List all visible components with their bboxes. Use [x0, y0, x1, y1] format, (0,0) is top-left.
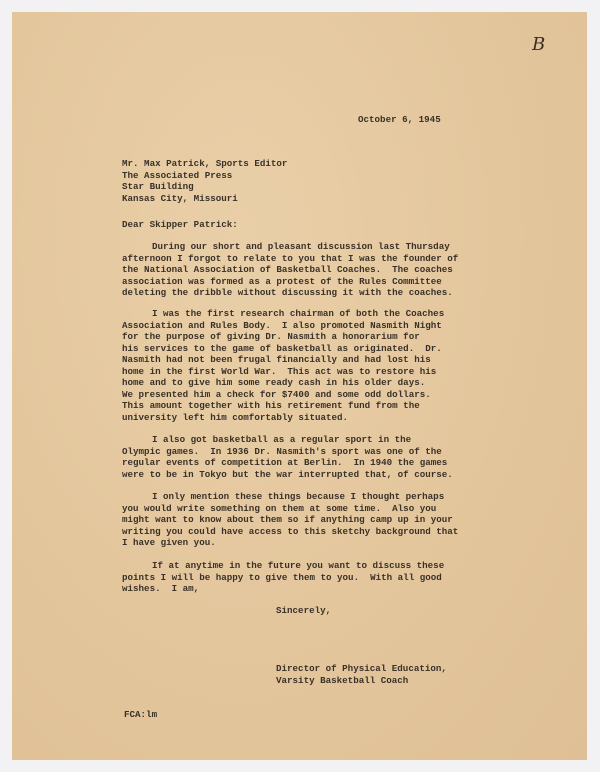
address-line: The Associated Press [122, 169, 233, 181]
handwritten-mark: B [532, 34, 546, 55]
text-line: might want to know about them so if anything camp up in your [122, 514, 453, 525]
text-line: deleting the dribble without discussing it with the coaches. [122, 287, 453, 298]
address-line: Mr. Max Patrick, Sports Editor [122, 158, 288, 169]
text-line: home in the first World War. This act was to restore his [122, 365, 437, 377]
text-line: Olympic games. In 1936 Dr. Nasmith's sport was one of the [122, 445, 442, 457]
text-line: During our short and pleasant discussion last Thursday [152, 241, 450, 252]
text-line: for the purpose of giving Dr. Nasmith a honorarium for [122, 331, 420, 342]
text-line: I was the first research chairman of both the Coaches [152, 308, 445, 319]
closing: Sincerely, [276, 605, 332, 616]
text-line: Varsity Basketball Coach [276, 674, 409, 686]
recipient-address [122, 158, 287, 204]
text-line: Director of Physical Education, [276, 663, 447, 674]
text-line: This amount together with his retirement fund from the [122, 400, 420, 411]
text-line: were to be in Tokyo but the war interrupted that, of course. [122, 468, 453, 480]
text-line: association was formed as a protest of the Rules Committee [122, 275, 442, 287]
address-line: Star Building [122, 181, 194, 192]
signature-title [276, 663, 447, 686]
text-line: his services to the game of basketball as originated. Dr. [122, 342, 442, 354]
text-line: you would write something on them at some time. Also you [122, 502, 437, 514]
text-line: afternoon I forgot to relate to you that I was the founder of [122, 252, 459, 264]
text-line: the National Association of Basketball Coaches. The coaches [122, 264, 453, 275]
text-line: Nasmith had not been frugal financially and had lost his [122, 354, 431, 365]
text-line: regular events of competition at Berlin. In 1940 the games [122, 457, 448, 468]
text-line: home and to give him some ready cash in his older days. [122, 377, 426, 388]
address-line: Kansas City, Missouri [122, 192, 238, 204]
text-line: If at anytime in the future you want to discuss these [152, 560, 445, 571]
reference-initials: FCA:lm [124, 709, 158, 720]
paragraph-1 [122, 241, 458, 299]
text-line: I also got basketball as a regular sport in the [152, 434, 412, 445]
letter-date: October 6, 1945 [358, 114, 441, 125]
text-line: points I will be happy to give them to you. With all good [122, 571, 442, 583]
paragraph-4 [122, 491, 458, 549]
paragraph-5 [122, 560, 444, 595]
text-line: Association and Rules Body. I also promoted Nasmith Night [122, 319, 442, 331]
text-line: We presented him a check for $7400 and some odd dollars. [122, 388, 431, 400]
paragraph-2 [122, 308, 444, 423]
salutation: Dear Skipper Patrick: [122, 219, 238, 230]
text-line: university left him comfortably situated. [122, 411, 349, 423]
text-line: I only mention these things because I thought perhaps [152, 491, 445, 502]
paragraph-3 [122, 434, 453, 480]
text-line: wishes. I am, [122, 583, 200, 594]
text-line: I have given you. [122, 537, 216, 548]
text-line: writing you could have access to this sketchy background that [122, 525, 459, 537]
